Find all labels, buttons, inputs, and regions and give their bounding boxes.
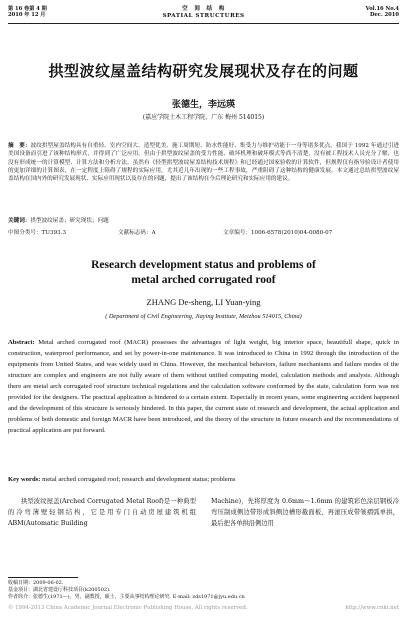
footnote-fund: 基金项目：湖北省建设厅科技项目(k200502). [8, 587, 111, 593]
authors-zh: 张德生，李远瑛 [171, 100, 235, 110]
body-column-left: 拱型波纹屋盖(Arched Corrugated Metal Roof)是一种典型的冷弯薄壁轻钢结构，它是用专门自动房屋建筑机组 ABM(Automatic Building [8, 498, 196, 527]
abstract-en-label: Abstract: [8, 339, 35, 346]
copyright-footer [8, 605, 399, 614]
clc-number: 中图分类号：TU393.3 [8, 230, 67, 236]
title-en-line1: Research development status and problems of [91, 259, 316, 271]
header-journal [8, 6, 399, 19]
body-column-right: Machine)，先将厚度为 0.6mm～1.6mm 的建筑彩色涂层钢板冷弯压制成侧边带形成斜侧边槽形截面板，再滚压成带皱褶弧单拱，最后把各单拱沿侧边用 [211, 498, 399, 527]
header-vol-en: Vol.16 No.4 [365, 6, 399, 12]
copyright-text: © 1994-2013 China Academic Journal Electronic Publishing House. All rights reserved. [8, 605, 248, 611]
header-volume-en [366, 6, 399, 18]
running-header [8, 6, 399, 24]
header-volume-line: 第 16 卷第 4 期 [8, 6, 47, 12]
journal-name-zh: 空 间 结 构 [182, 6, 225, 12]
keywords-en-text: metal arched corrugated roof; research and development status; problems [42, 476, 236, 483]
title-en [0, 258, 407, 288]
footnote-received: 收稿日期：2009-06-02. [8, 580, 64, 586]
header-date-en: Dec. 2010 [369, 12, 399, 18]
document-code: 文献标志码：A [118, 230, 156, 236]
abstract-zh-label: 摘 要： [8, 143, 31, 149]
title-zh: 拱型波纹屋盖结构研究发展现状及存在的问题 [48, 62, 359, 80]
journal-name-en: SPATIAL STRUCTURES [162, 12, 245, 19]
footnote-rule [8, 577, 78, 578]
affiliation-en: ( Department of Civil Engineering, Jiaying Institute, Meizhou 514015, China) [105, 313, 302, 320]
affiliation-zh: (嘉应学院土木工程学院，广东 梅州 514015) [142, 114, 265, 121]
abstract-en [8, 337, 399, 436]
header-rule [8, 23, 399, 24]
abstract-zh [8, 142, 399, 183]
cnki-link[interactable]: http://www.cnki.net [345, 605, 399, 611]
keywords-zh [8, 218, 399, 226]
title-en-line2: metal arched corrugated roof [131, 274, 276, 286]
keywords-en-label: Key words: [8, 476, 41, 483]
authors-en: ZHANG De-sheng, LI Yuan-ying [146, 297, 261, 307]
abstract-zh-text: 波纹拱型屋盖结构具有自重轻、室内空间大、造型优美、施工周期短、防水性能好、集受力与维护功能于一身等诸多优点。我国于 1992 年通过引进美国设备而引进了该种结构形式，并得到了广泛应用。但由于拱型波纹屋盖的受力性能、破坏机理和破坏模式等尚不清楚，没有被工程技术人员充分了解，也没有形成统一的计算模型、计算方法和分析方法。虽然有《轻型拱型波纹屋盖结构技术规程》和已经通过国家验收的计算软件，但规程仅有指导验设计者使用的更加详细的计算图表，在一定程度上阻碍了规程的实际应用，尤其近几年出现的一些工程事故，严重阻碍了这种结构的健康发展。本文通过总结拱型波纹屋盖结构在国内外的研究发展现状、实际应用现状以及存在的问题，提出了该结构在今后理论研究和实际应用的建议。 [8, 143, 399, 183]
keywords-en [8, 476, 399, 484]
footnote-author-info: 作者简介：张德生(1971—)，男，副教授，硕士，主要从事结构理论研究. E-mail: zds1971@jyu.edu.cn [8, 594, 245, 600]
keywords-zh-label: 关键词： [8, 218, 31, 224]
keywords-zh-text: 拱型波纹屋盖；研究现状；问题 [30, 218, 109, 224]
header-date-line: 2010 年 12 月 [8, 12, 46, 18]
abstract-en-text: Metal arched corrugated roof (MACR) possesses the advantages of light weight, big interior space, beautifull shape, quick in construction, waterproof performance, and set by power-in-one maintenance. It was introduced to China in 1992 through the introduction of the equipments from United States, and was widely used in China. However, the mechanical behaviors, failure mechanisms and failure modes of the structure are complex and engineers are not fully aware of them without unified computing model, calculation methods and analysis. Although there are metal arch corrugated roof structure technical regulations and the calculation software conformed by the state, calculation form was not provided for the designers. The practical application is hindered to a certain extent. Especially in recent years, some engineering accident happened and the development of this structure is seriously hindered. In this paper, the current state of research and development, the actual application and problems of both domestic and foreign MACR have been introduced, and the theory of the structure in future research and the recommendations of practical application are put forward. [8, 339, 399, 434]
article-number: 文章编号：1006-6578(2010)04-0080-07 [223, 230, 333, 236]
